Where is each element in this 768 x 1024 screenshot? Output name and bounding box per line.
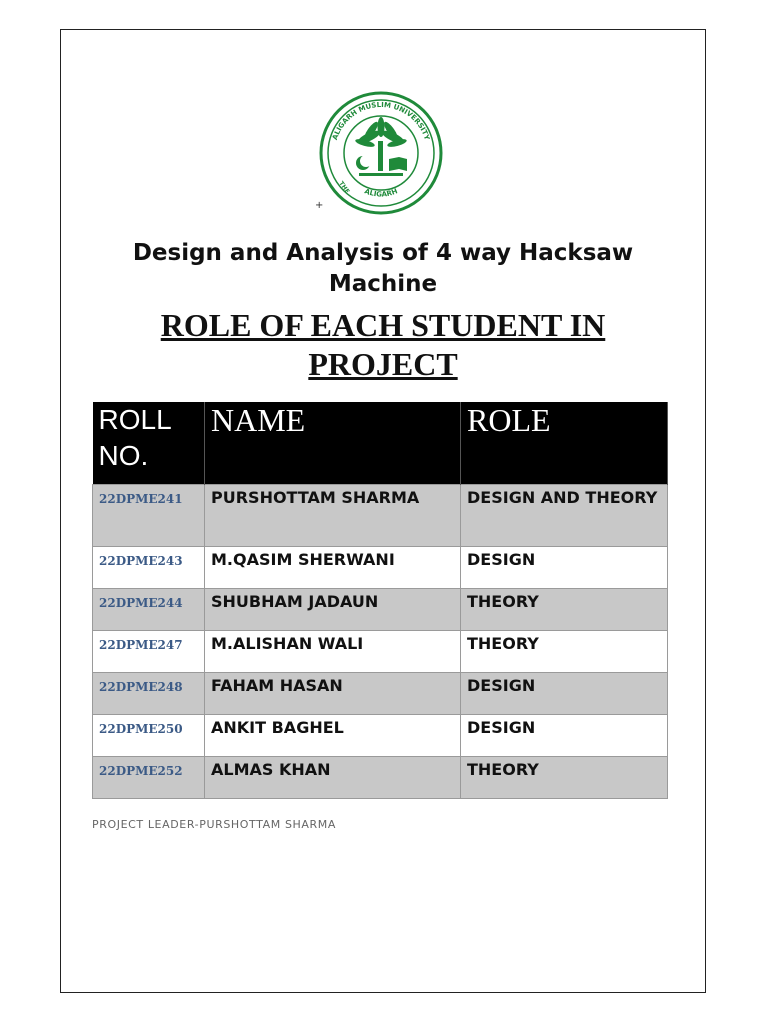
palm-trunk-icon (378, 141, 383, 171)
role-cell: DESIGN (461, 714, 668, 756)
table-header-row (93, 402, 668, 484)
roll-cell: 22DPME244 (93, 588, 205, 630)
roll-cell: 22DPME252 (93, 756, 205, 798)
column-header-role: ROLE (461, 402, 668, 484)
roll-cell: 22DPME241 (93, 484, 205, 546)
book-icon (389, 157, 399, 171)
roll-cell: 22DPME248 (93, 672, 205, 714)
project-leader-note: PROJECT LEADER-PURSHOTTAM SHARMA (92, 818, 336, 831)
seal-text-bottom: ALIGARH (363, 187, 399, 199)
role-cell: DESIGN (461, 672, 668, 714)
name-cell: ALMAS KHAN (205, 756, 461, 798)
university-seal-logo (319, 91, 443, 215)
roll-cell: 22DPME247 (93, 630, 205, 672)
student-roles-table (92, 402, 668, 799)
table-row (93, 756, 668, 798)
role-cell: THEORY (461, 630, 668, 672)
roll-cell: 22DPME243 (93, 546, 205, 588)
name-cell: ANKIT BAGHEL (205, 714, 461, 756)
table-row (93, 588, 668, 630)
document-title: Design and Analysis of 4 way Hacksaw Machine (132, 240, 634, 297)
column-header-roll: ROLL NO. (93, 402, 205, 484)
table-row (93, 484, 668, 546)
name-cell: M.ALISHAN WALI (205, 630, 461, 672)
column-header-name: NAME (205, 402, 461, 484)
seal-text-top: ALIGARH MUSLIM UNIVERSITY (331, 100, 431, 142)
roll-cell: 22DPME250 (93, 714, 205, 756)
table-row (93, 714, 668, 756)
table-row (93, 630, 668, 672)
table-row (93, 672, 668, 714)
role-cell: THEORY (461, 756, 668, 798)
section-title: ROLE OF EACH STUDENT IN PROJECT (160, 307, 606, 382)
name-cell: SHUBHAM JADAUN (205, 588, 461, 630)
role-cell: DESIGN (461, 546, 668, 588)
seal-text-left: THE (337, 180, 351, 195)
name-cell: PURSHOTTAM SHARMA (205, 484, 461, 546)
name-cell: FAHAM HASAN (205, 672, 461, 714)
table-row (93, 546, 668, 588)
name-cell: M.QASIM SHERWANI (205, 546, 461, 588)
role-cell: THEORY (461, 588, 668, 630)
plus-mark: + (315, 200, 324, 211)
role-cell: DESIGN AND THEORY (461, 484, 668, 546)
